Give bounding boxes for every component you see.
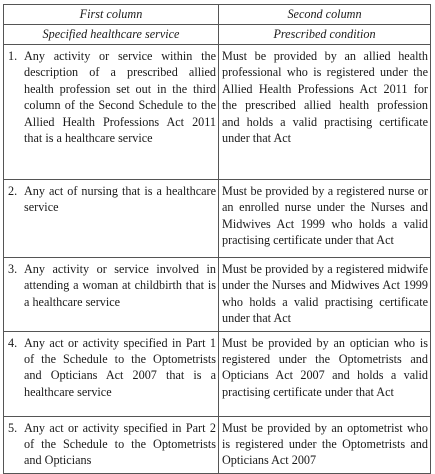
condition-cell — [219, 45, 431, 180]
condition-text: Must be provided by a registered nurse or an enrolled nurse under the Nurses and Midwives Act 1999 who holds a valid practising certificate under that Act — [222, 184, 428, 248]
condition-cell — [219, 258, 431, 332]
table-row — [4, 331, 431, 416]
second-column-title: Second column — [219, 5, 431, 25]
prescribed-condition-heading: Prescribed condition — [219, 25, 431, 45]
condition-text: Must be provided by an optometrist who is registered under the Optometrists and Opticians Act 2007 — [222, 420, 428, 468]
condition-text: Must be provided by an allied health professional who is registered under the Allied Health Professions Act 2011 for the prescribed allied health profession and holds a valid practising certificate under that Act — [222, 49, 428, 146]
row-number: 3. — [8, 262, 18, 276]
table-row — [4, 180, 431, 258]
service-text: Any activity or service involved in attending a woman at childbirth that is a healthcare service — [24, 262, 216, 309]
service-text: Any act of nursing that is a healthcare service — [24, 184, 216, 215]
condition-cell — [219, 180, 431, 258]
table-row — [4, 45, 431, 180]
service-text: Any activity or service within the description of a prescribed allied health profession set out in the third column of the Second Schedule to the Allied Health Professions Act 2011 that is a healthcare service — [24, 49, 216, 146]
service-cell — [4, 45, 219, 180]
table-row — [4, 258, 431, 332]
service-text: Any act or activity specified in Part 1 of the Schedule to the Optometrists and Opticians Act 2007 that is a healthcare service — [24, 335, 216, 399]
specified-service-heading: Specified healthcare service — [4, 25, 219, 45]
condition-cell — [219, 416, 431, 473]
first-column-title: First column — [4, 5, 219, 25]
row-number: 2. — [8, 184, 18, 198]
condition-cell — [219, 331, 431, 416]
service-cell — [4, 331, 219, 416]
header-row-subtitles — [4, 25, 431, 45]
healthcare-services-table — [3, 4, 431, 474]
row-number: 1. — [8, 49, 18, 63]
condition-text: Must be provided by a registered midwife under the Nurses and Midwives Act 1999 who holds a valid practising certificate under that Act — [222, 262, 428, 326]
service-cell — [4, 180, 219, 258]
service-cell — [4, 416, 219, 473]
row-number: 4. — [8, 335, 18, 350]
service-text: Any act or activity specified in Part 2 of the Schedule to the Optometrists and Opticians — [24, 420, 216, 468]
table-row — [4, 416, 431, 473]
row-number: 5. — [8, 420, 18, 435]
condition-text: Must be provided by an optician who is registered under the Optometrists and Opticians Act 2007 and holds a valid practising certificate under that Act — [222, 335, 428, 399]
service-cell — [4, 258, 219, 332]
header-row-titles — [4, 5, 431, 25]
